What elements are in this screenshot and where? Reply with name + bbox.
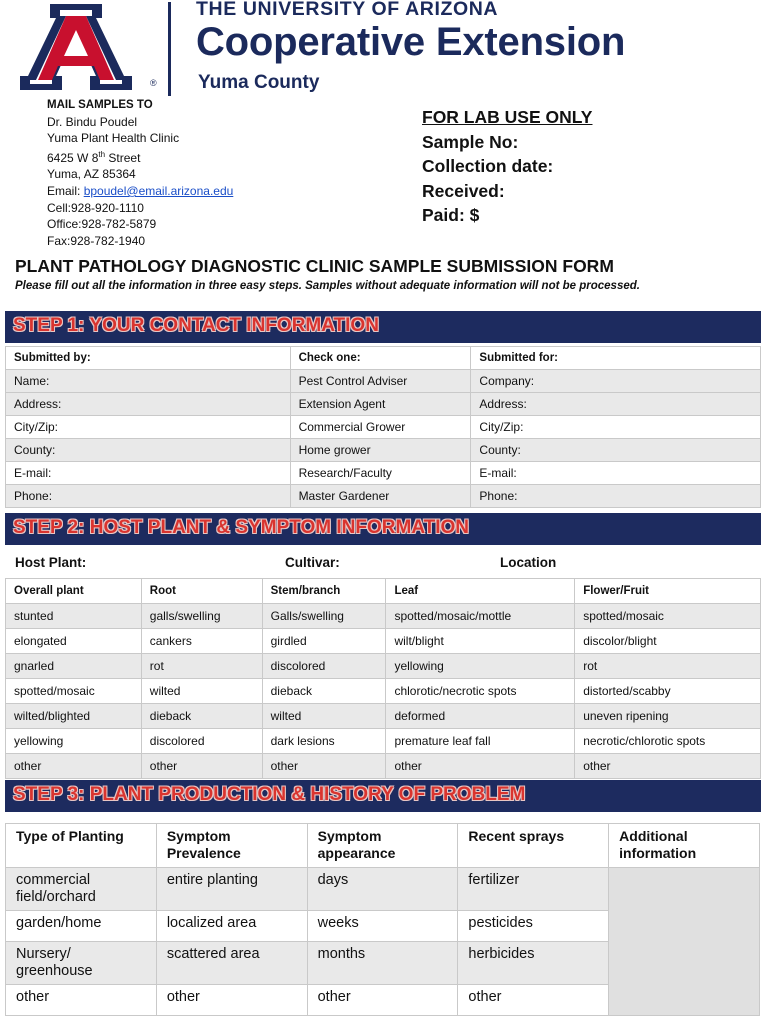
email-link[interactable]: bpoudel@email.arizona.edu <box>83 183 234 198</box>
form-field-cell[interactable]: County: <box>471 439 761 462</box>
history-option-cell[interactable]: commercial field/orchard <box>6 868 157 911</box>
history-table-header <box>6 824 760 868</box>
history-option-cell[interactable]: scattered area <box>156 942 307 985</box>
mail-cell: Cell:928-920-1110 <box>47 200 144 215</box>
registered-mark: ® <box>150 78 157 88</box>
form-field-cell[interactable]: Master Gardener <box>290 485 471 508</box>
symptom-option-cell[interactable]: galls/swelling <box>141 604 262 629</box>
form-field-cell[interactable]: Research/Faculty <box>290 462 471 485</box>
symptom-option-cell[interactable]: discolor/blight <box>575 629 761 654</box>
symptom-option-cell[interactable]: stunted <box>6 604 142 629</box>
symptom-option-cell[interactable]: dieback <box>262 679 386 704</box>
step3-banner: STEP 3: PLANT PRODUCTION & HISTORY OF PROBLEM <box>5 780 761 812</box>
symptom-option-cell[interactable]: dark lesions <box>262 729 386 754</box>
mail-fax: Fax:928-782-1940 <box>47 233 146 248</box>
symptom-option-cell[interactable]: wilted/blighted <box>6 704 142 729</box>
form-instructions: Please fill out all the information in three easy steps. Samples without adequate information will not be processed. <box>15 280 640 292</box>
symptom-option-cell[interactable]: other <box>386 754 575 779</box>
form-field-cell[interactable]: Phone: <box>471 485 761 508</box>
symptom-option-cell[interactable]: distorted/scabby <box>575 679 761 704</box>
form-field-cell[interactable]: Commercial Grower <box>290 416 471 439</box>
symptom-option-cell[interactable]: Galls/swelling <box>262 604 386 629</box>
contact-table <box>5 346 761 508</box>
lab-received: Received: <box>422 180 505 201</box>
form-field-cell[interactable]: City/Zip: <box>6 416 291 439</box>
location-label: Location <box>500 555 557 570</box>
history-option-cell[interactable]: other <box>307 985 458 1016</box>
additional-information-field[interactable] <box>609 868 760 1016</box>
column-header: Check one: <box>290 347 471 370</box>
symptom-option-cell[interactable]: rot <box>141 654 262 679</box>
symptom-option-cell[interactable]: wilted <box>262 704 386 729</box>
history-option-cell[interactable]: herbicides <box>458 942 609 985</box>
lab-paid: Paid: $ <box>422 205 480 226</box>
symptom-option-cell[interactable]: yellowing <box>6 729 142 754</box>
table-row <box>6 370 761 393</box>
lab-collection-date: Collection date: <box>422 156 554 177</box>
column-header: Overall plant <box>6 579 142 604</box>
column-header: Stem/branch <box>262 579 386 604</box>
column-header: Submitted by: <box>6 347 291 370</box>
contact-table-header <box>6 347 761 370</box>
symptom-option-cell[interactable]: cankers <box>141 629 262 654</box>
table-row <box>6 629 761 654</box>
step1-banner: STEP 1: YOUR CONTACT INFORMATION <box>5 311 761 343</box>
symptom-table-header <box>6 579 761 604</box>
symptom-option-cell[interactable]: gnarled <box>6 654 142 679</box>
column-header: Flower/Fruit <box>575 579 761 604</box>
university-logo <box>14 4 157 92</box>
history-option-cell[interactable]: garden/home <box>6 911 157 942</box>
column-header: Leaf <box>386 579 575 604</box>
history-option-cell[interactable]: months <box>307 942 458 985</box>
lab-sample-no: Sample No: <box>422 131 519 152</box>
symptom-table <box>5 578 761 779</box>
form-field-cell[interactable]: Address: <box>471 393 761 416</box>
table-row <box>6 754 761 779</box>
host-plant-label: Host Plant: <box>15 555 87 570</box>
county-name: Yuma County <box>198 72 320 93</box>
symptom-option-cell[interactable]: yellowing <box>386 654 575 679</box>
form-field-cell[interactable]: Address: <box>6 393 291 416</box>
column-header: Additional information <box>609 824 760 868</box>
division-name: Cooperative Extension <box>196 20 626 64</box>
form-field-cell[interactable]: Home grower <box>290 439 471 462</box>
lab-use-box <box>422 105 592 228</box>
cultivar-label: Cultivar: <box>285 555 340 570</box>
table-row <box>6 416 761 439</box>
block-a-logo-icon <box>14 4 138 90</box>
form-field-cell[interactable]: E-mail: <box>6 462 291 485</box>
symptom-option-cell[interactable]: discolored <box>141 729 262 754</box>
column-header: Submitted for: <box>471 347 761 370</box>
symptom-option-cell[interactable]: other <box>141 754 262 779</box>
table-row <box>6 868 760 911</box>
column-header: Type of Planting <box>6 824 157 868</box>
history-option-cell[interactable]: weeks <box>307 911 458 942</box>
lab-title: FOR LAB USE ONLY <box>422 107 593 127</box>
table-row <box>6 729 761 754</box>
history-option-cell[interactable]: days <box>307 868 458 911</box>
table-row <box>6 439 761 462</box>
history-option-cell[interactable]: localized area <box>156 911 307 942</box>
form-field-cell[interactable]: City/Zip: <box>471 416 761 439</box>
header-divider <box>168 2 171 96</box>
symptom-option-cell[interactable]: spotted/mosaic <box>575 604 761 629</box>
mail-city: Yuma, AZ 85364 <box>47 167 136 182</box>
mailing-address <box>47 97 233 249</box>
production-history-table <box>5 823 760 1016</box>
column-header: Root <box>141 579 262 604</box>
table-row <box>6 654 761 679</box>
history-option-cell[interactable]: fertilizer <box>458 868 609 911</box>
form-title: PLANT PATHOLOGY DIAGNOSTIC CLINIC SAMPLE SUBMISSION FORM <box>15 256 614 276</box>
history-option-cell[interactable]: other <box>458 985 609 1016</box>
symptom-option-cell[interactable]: premature leaf fall <box>386 729 575 754</box>
mail-office: Office:928-782-5879 <box>47 217 157 232</box>
history-option-cell[interactable]: other <box>156 985 307 1016</box>
form-field-cell[interactable]: Phone: <box>6 485 291 508</box>
form-field-cell[interactable]: Extension Agent <box>290 393 471 416</box>
symptom-option-cell[interactable]: wilt/blight <box>386 629 575 654</box>
symptom-option-cell[interactable]: discolored <box>262 654 386 679</box>
mail-name: Dr. Bindu Poudel <box>47 114 138 129</box>
form-field-cell[interactable]: County: <box>6 439 291 462</box>
symptom-option-cell[interactable]: spotted/mosaic/mottle <box>386 604 575 629</box>
mail-street: 6425 W 8th Street <box>47 149 141 165</box>
step2-banner: STEP 2: HOST PLANT & SYMPTOM INFORMATION <box>5 513 761 545</box>
university-name: THE UNIVERSITY OF ARIZONA <box>196 0 499 20</box>
table-row <box>6 704 761 729</box>
form-field-cell[interactable]: E-mail: <box>471 462 761 485</box>
history-option-cell[interactable]: other <box>6 985 157 1016</box>
mail-heading: MAIL SAMPLES TO <box>47 99 153 111</box>
history-option-cell[interactable]: pesticides <box>458 911 609 942</box>
table-row <box>6 604 761 629</box>
table-row <box>6 462 761 485</box>
symptom-option-cell[interactable]: other <box>6 754 142 779</box>
form-field-cell[interactable]: Pest Control Adviser <box>290 370 471 393</box>
form-field-cell[interactable]: Company: <box>471 370 761 393</box>
table-row <box>6 393 761 416</box>
symptom-option-cell[interactable]: other <box>262 754 386 779</box>
history-option-cell[interactable]: Nursery/ greenhouse <box>6 942 157 985</box>
form-field-cell[interactable]: Name: <box>6 370 291 393</box>
symptom-option-cell[interactable]: spotted/mosaic <box>6 679 142 704</box>
table-row <box>6 679 761 704</box>
column-header: Symptom Prevalence <box>156 824 307 868</box>
symptom-option-cell[interactable]: other <box>575 754 761 779</box>
column-header: Symptom appearance <box>307 824 458 868</box>
history-option-cell[interactable]: entire planting <box>156 868 307 911</box>
symptom-option-cell[interactable]: dieback <box>141 704 262 729</box>
symptom-option-cell[interactable]: chlorotic/necrotic spots <box>386 679 575 704</box>
symptom-option-cell[interactable]: rot <box>575 654 761 679</box>
symptom-option-cell[interactable]: wilted <box>141 679 262 704</box>
table-row <box>6 485 761 508</box>
column-header: Recent sprays <box>458 824 609 868</box>
symptom-option-cell[interactable]: uneven ripening <box>575 704 761 729</box>
symptom-option-cell[interactable]: deformed <box>386 704 575 729</box>
symptom-option-cell[interactable]: necrotic/chlorotic spots <box>575 729 761 754</box>
mail-clinic: Yuma Plant Health Clinic <box>47 131 180 146</box>
symptom-option-cell[interactable]: girdled <box>262 629 386 654</box>
mail-email: Email: bpoudel@email.arizona.edu <box>47 183 234 198</box>
symptom-option-cell[interactable]: elongated <box>6 629 142 654</box>
